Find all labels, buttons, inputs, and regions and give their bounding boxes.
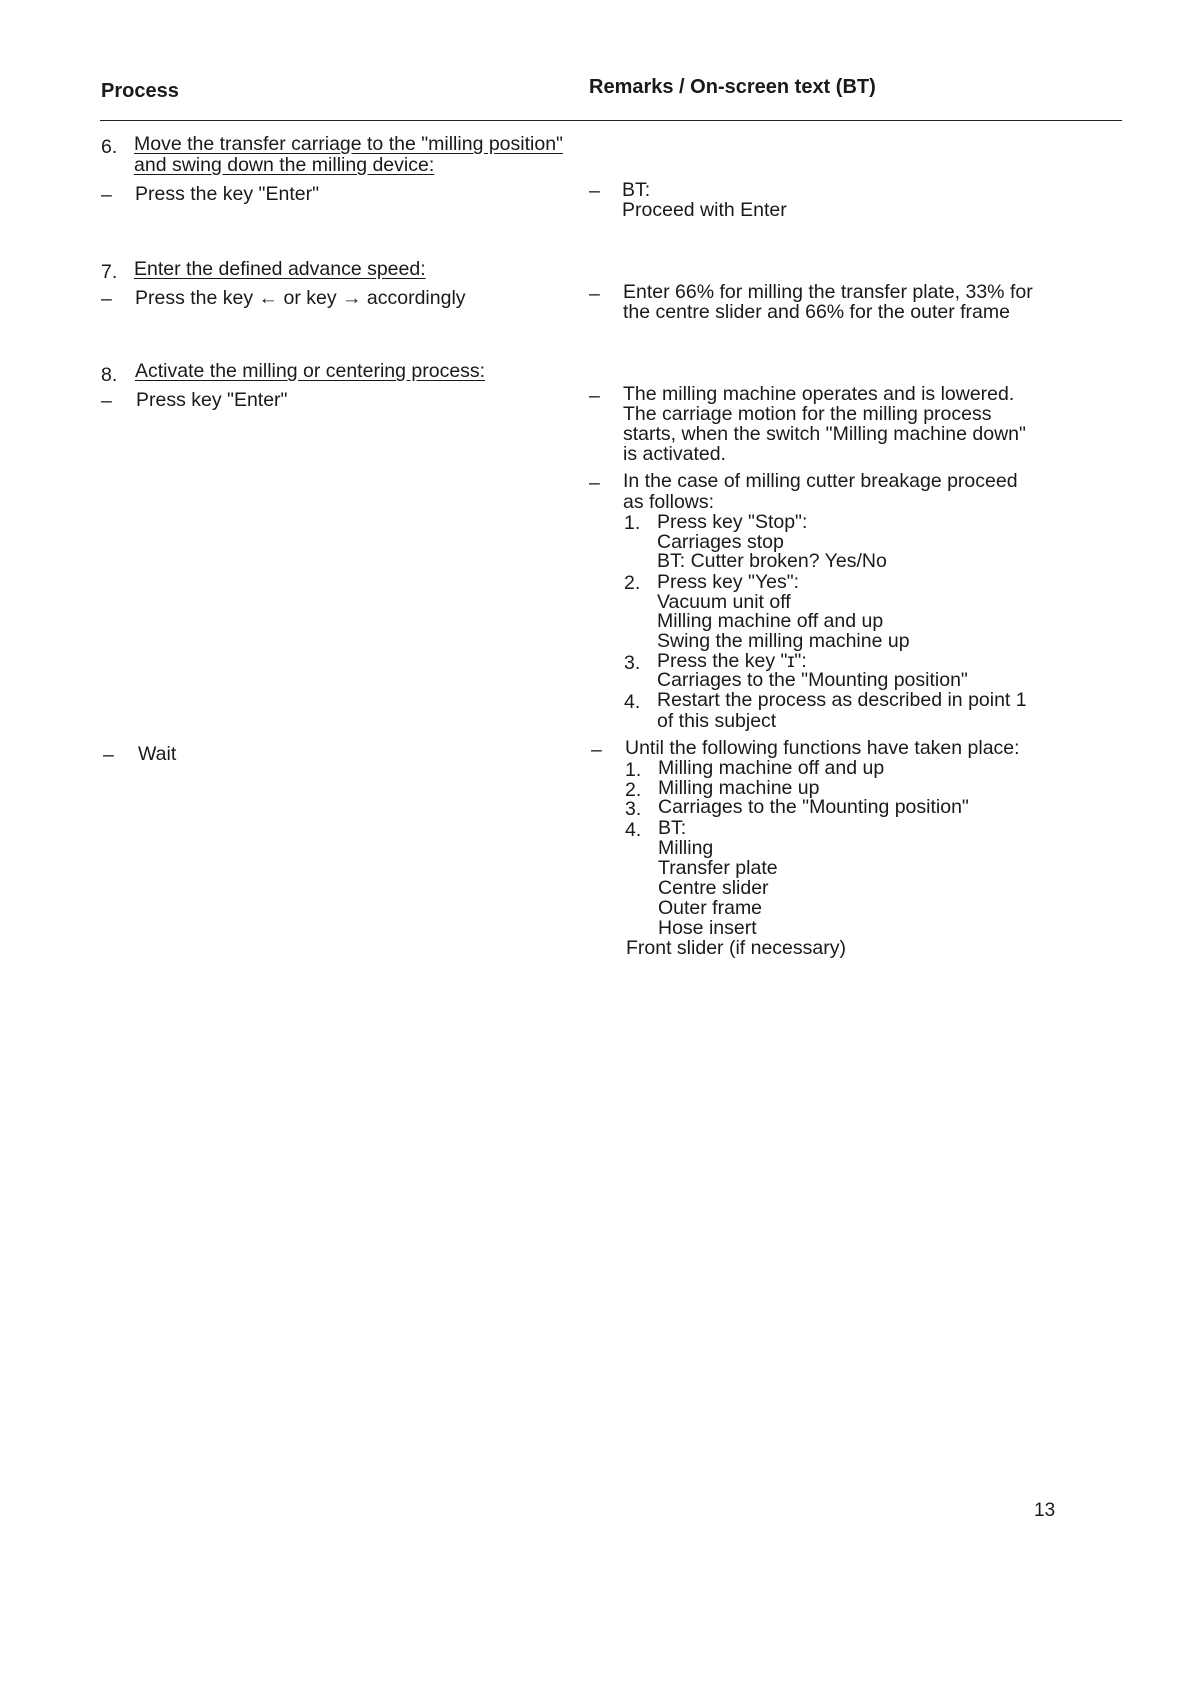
breakage-item-3-number: 3. [624, 652, 641, 674]
wait-item-3-line1: Carriages to the "Mounting position" [658, 796, 969, 818]
step-6-number: 6. [101, 136, 118, 158]
breakage-item-1-number: 1. [624, 512, 641, 534]
wait-item-4-line6: Hose insert [658, 917, 757, 939]
wait-item-3-number: 3. [625, 798, 642, 820]
remark-8b-line1: In the case of milling cutter breakage proceed [623, 470, 1018, 492]
step-8-number: 8. [101, 364, 118, 386]
column-header-process: Process [101, 80, 179, 102]
remark-8b-dash: – [589, 472, 600, 494]
remark-8a-line3: starts, when the switch "Milling machine down" [623, 423, 1026, 445]
wait-item-4-line4: Centre slider [658, 877, 769, 899]
remark-6-line1: BT: [622, 179, 651, 201]
step-8-action: Press key "Enter" [136, 389, 288, 411]
header-rule [100, 120, 1122, 121]
breakage-item-1-line2: Carriages stop [657, 531, 784, 553]
wait-dash: – [103, 744, 114, 766]
breakage-item-3-line1: Press the key "ɪ": [657, 650, 807, 672]
remark-8b-line2: as follows: [623, 491, 715, 513]
column-header-remarks: Remarks / On-screen text (BT) [589, 76, 876, 98]
remark-8a-line1: The milling machine operates and is lowered. [623, 383, 1015, 405]
wait-item-1-number: 1. [625, 759, 642, 781]
remark-6-line2: Proceed with Enter [622, 199, 787, 221]
step-8-title: Activate the milling or centering process: [135, 360, 486, 382]
breakage-item-4-number: 4. [624, 691, 641, 713]
step-7-action: Press the key ← or key → accordingly [135, 287, 466, 309]
step-7-title: Enter the defined advance speed: [134, 258, 426, 280]
remark-8a-dash: – [589, 385, 600, 407]
step-8-dash: – [101, 390, 112, 412]
wait-item-4-line1: BT: [658, 817, 687, 839]
step-7-dash: – [101, 288, 112, 310]
step-6-dash: – [101, 184, 112, 206]
wait-item-4-line3: Transfer plate [658, 857, 778, 879]
wait-item-2-number: 2. [625, 779, 642, 801]
remark-8a-line2: The carriage motion for the milling process [623, 403, 992, 425]
breakage-item-1-line1: Press key "Stop": [657, 511, 808, 533]
breakage-item-2-line2: Vacuum unit off [657, 591, 791, 613]
step-6-title-line1: Move the transfer carriage to the "milling position" [134, 133, 563, 155]
remark-7-line1: Enter 66% for milling the transfer plate, 33% for [623, 281, 1033, 303]
step-7-number: 7. [101, 261, 118, 283]
remark-6-dash: – [589, 180, 600, 202]
breakage-item-2-line3: Milling machine off and up [657, 610, 884, 632]
remark-7-dash: – [589, 283, 600, 305]
breakage-item-2-line1: Press key "Yes": [657, 571, 800, 593]
step-6-action: Press the key "Enter" [135, 183, 320, 205]
breakage-item-4-line2: of this subject [657, 710, 777, 732]
wait-item-2-line1: Milling machine up [658, 777, 820, 799]
wait-item-4-line2: Milling [658, 837, 714, 859]
step-6-title-line2: and swing down the milling device: [134, 154, 435, 176]
wait-item-1-line1: Milling machine off and up [658, 757, 885, 779]
wait-item-4-line5: Outer frame [658, 897, 763, 919]
wait-text: Wait [138, 743, 177, 765]
remark-9-line1: Until the following functions have taken place: [625, 737, 1020, 759]
breakage-item-1-line3: BT: Cutter broken? Yes/No [657, 550, 887, 572]
breakage-item-3-line2: Carriages to the "Mounting position" [657, 669, 968, 691]
page-number: 13 [1034, 1500, 1056, 1521]
breakage-item-4-line1: Restart the process as described in point 1 [657, 689, 1027, 711]
remark-7-line2: the centre slider and 66% for the outer frame [623, 301, 1010, 323]
breakage-item-2-number: 2. [624, 572, 641, 594]
breakage-item-2-line4: Swing the milling machine up [657, 630, 910, 652]
remark-8a-line4: is activated. [623, 443, 726, 465]
remark-9-dash: – [591, 739, 602, 761]
wait-item-4-number: 4. [625, 819, 642, 841]
remark-9-last-line: Front slider (if necessary) [626, 937, 846, 959]
